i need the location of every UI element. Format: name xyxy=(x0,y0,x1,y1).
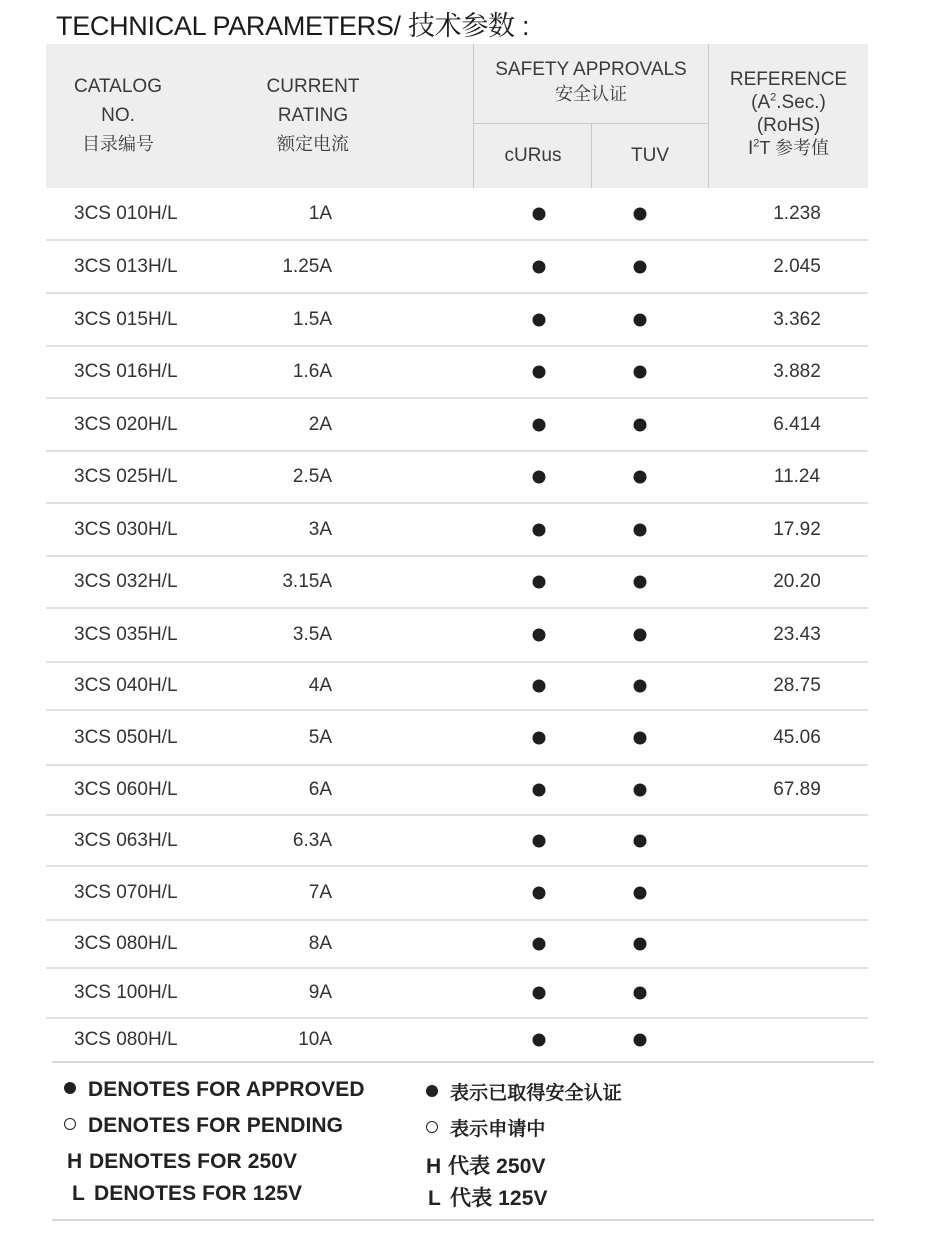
curus-approved-dot-icon xyxy=(533,260,546,273)
row-divider xyxy=(46,555,868,557)
row-divider xyxy=(46,450,868,452)
legend-approved: DENOTES FOR APPROVED xyxy=(64,1078,365,1102)
row-divider xyxy=(46,502,868,504)
row-divider xyxy=(46,865,868,867)
curus-approved-dot-icon xyxy=(533,680,546,693)
row-divider xyxy=(46,292,868,294)
tuv-approved-dot-icon xyxy=(634,680,647,693)
tuv-approved-dot-icon xyxy=(634,260,647,273)
legend-h-zh: H 代表 250V xyxy=(426,1155,546,1178)
legend-l-zh: L 代表 125V xyxy=(428,1187,548,1210)
i2t-reference: 3.362 xyxy=(773,308,821,330)
catalog-number: 3CS 100H/L xyxy=(74,982,178,1003)
catalog-number: 3CS 080H/L xyxy=(74,1028,178,1050)
row-divider xyxy=(46,1017,868,1019)
tuv-approved-dot-icon xyxy=(634,987,647,1000)
catalog-number: 3CS 070H/L xyxy=(74,882,178,903)
current-rating: 6.3A xyxy=(292,829,332,851)
tuv-approved-dot-icon xyxy=(634,887,647,900)
curus-approved-dot-icon xyxy=(533,629,546,642)
page-title: TECHNICAL PARAMETERS/ 技术参数 : xyxy=(56,11,530,41)
open-dot-icon xyxy=(426,1121,438,1133)
table-bottom-rule xyxy=(52,1061,874,1063)
legend-h: H DENOTES FOR 250V xyxy=(67,1150,298,1173)
legend-pending-zh: 表示申请中 xyxy=(426,1114,546,1141)
i2t-reference: 45.06 xyxy=(773,726,821,748)
curus-approved-dot-icon xyxy=(533,313,546,326)
tuv-approved-dot-icon xyxy=(634,938,647,951)
row-divider xyxy=(46,967,868,969)
catalog-number: 3CS 010H/L xyxy=(74,203,178,224)
curus-approved-dot-icon xyxy=(533,208,546,221)
header-tuv: TUV xyxy=(631,145,669,166)
i2t-reference: 67.89 xyxy=(773,779,821,800)
legend-pending: DENOTES FOR PENDING xyxy=(64,1114,343,1138)
i2t-reference: 20.20 xyxy=(773,571,821,592)
current-rating: 3.5A xyxy=(292,624,332,645)
current-rating: 7A xyxy=(308,882,332,903)
catalog-number: 3CS 050H/L xyxy=(74,726,178,748)
tuv-approved-dot-icon xyxy=(634,208,647,221)
row-divider xyxy=(46,919,868,921)
tuv-approved-dot-icon xyxy=(634,1033,647,1046)
row-divider xyxy=(46,661,868,663)
catalog-number: 3CS 025H/L xyxy=(74,466,178,487)
header-divider xyxy=(473,44,474,188)
curus-approved-dot-icon xyxy=(533,938,546,951)
catalog-number: 3CS 040H/L xyxy=(74,675,178,696)
row-divider xyxy=(46,764,868,766)
catalog-number: 3CS 016H/L xyxy=(74,361,178,382)
current-rating: 3.15A xyxy=(282,571,332,592)
filled-dot-icon xyxy=(64,1082,76,1094)
tuv-approved-dot-icon xyxy=(634,418,647,431)
row-divider xyxy=(46,814,868,816)
tuv-approved-dot-icon xyxy=(634,471,647,484)
current-rating: 9A xyxy=(308,982,332,1003)
legend-l: L DENOTES FOR 125V xyxy=(72,1182,303,1205)
row-divider xyxy=(46,239,868,241)
open-dot-icon xyxy=(64,1118,76,1130)
curus-approved-dot-icon xyxy=(533,784,546,797)
i2t-reference: 11.24 xyxy=(773,466,821,487)
catalog-number: 3CS 020H/L xyxy=(74,413,178,435)
current-rating: 1.25A xyxy=(282,255,332,277)
current-rating: 4A xyxy=(308,675,332,696)
row-divider xyxy=(46,345,868,347)
current-rating: 10A xyxy=(298,1028,332,1050)
tuv-approved-dot-icon xyxy=(634,576,647,589)
current-rating: 2.5A xyxy=(292,466,332,487)
curus-approved-dot-icon xyxy=(533,366,546,379)
catalog-number: 3CS 063H/L xyxy=(74,829,178,851)
row-divider xyxy=(46,607,868,609)
catalog-number: 3CS 060H/L xyxy=(74,779,178,800)
catalog-number: 3CS 080H/L xyxy=(74,933,178,954)
i2t-reference: 28.75 xyxy=(773,675,821,696)
i2t-reference: 23.43 xyxy=(773,624,821,645)
current-rating: 6A xyxy=(308,779,332,800)
header-reference: REFERENCE $(A^2.Sec.)$ (RoHS) $I^2T$ 参考值 xyxy=(729,69,848,159)
legend-approved-zh: 表示已取得安全认证 xyxy=(426,1078,622,1105)
i2t-reference: 2.045 xyxy=(773,255,821,277)
curus-approved-dot-icon xyxy=(533,418,546,431)
header-catalog: CATALOG NO. 目录编号 xyxy=(74,76,162,154)
tuv-approved-dot-icon xyxy=(634,784,647,797)
curus-approved-dot-icon xyxy=(533,1033,546,1046)
catalog-number: 3CS 035H/L xyxy=(74,624,178,645)
current-rating: 2A xyxy=(308,413,332,435)
catalog-number: 3CS 015H/L xyxy=(74,308,178,330)
tuv-approved-dot-icon xyxy=(634,629,647,642)
i2t-reference: 17.92 xyxy=(773,518,821,540)
curus-approved-dot-icon xyxy=(533,731,546,744)
header-divider xyxy=(708,44,709,188)
header-divider xyxy=(591,124,592,188)
curus-approved-dot-icon xyxy=(533,523,546,536)
header-divider xyxy=(473,123,708,124)
current-rating: 1.5A xyxy=(292,308,332,330)
curus-approved-dot-icon xyxy=(533,834,546,847)
i2t-reference: 6.414 xyxy=(773,413,821,435)
row-divider xyxy=(46,709,868,711)
filled-dot-icon xyxy=(426,1085,438,1097)
current-rating: 1A xyxy=(308,203,332,224)
catalog-number: 3CS 013H/L xyxy=(74,255,178,277)
i2t-reference: 3.882 xyxy=(773,361,821,382)
curus-approved-dot-icon xyxy=(533,987,546,1000)
tuv-approved-dot-icon xyxy=(634,523,647,536)
tuv-approved-dot-icon xyxy=(634,366,647,379)
legend-bottom-rule xyxy=(52,1219,874,1221)
curus-approved-dot-icon xyxy=(533,471,546,484)
header-safety-approvals: SAFETY APPROVALS 安全认证 xyxy=(495,59,687,104)
catalog-number: 3CS 032H/L xyxy=(74,571,178,592)
header-current-rating: CURRENT RATING 额定电流 xyxy=(266,76,360,154)
i2t-reference: 1.238 xyxy=(773,203,821,224)
tuv-approved-dot-icon xyxy=(634,313,647,326)
curus-approved-dot-icon xyxy=(533,887,546,900)
current-rating: 8A xyxy=(308,933,332,954)
current-rating: 3A xyxy=(308,518,332,540)
current-rating: 1.6A xyxy=(292,361,332,382)
current-rating: 5A xyxy=(308,726,332,748)
curus-approved-dot-icon xyxy=(533,576,546,589)
tuv-approved-dot-icon xyxy=(634,731,647,744)
tuv-approved-dot-icon xyxy=(634,834,647,847)
row-divider xyxy=(46,397,868,399)
catalog-number: 3CS 030H/L xyxy=(74,518,178,540)
header-curus: cURus xyxy=(504,145,562,166)
